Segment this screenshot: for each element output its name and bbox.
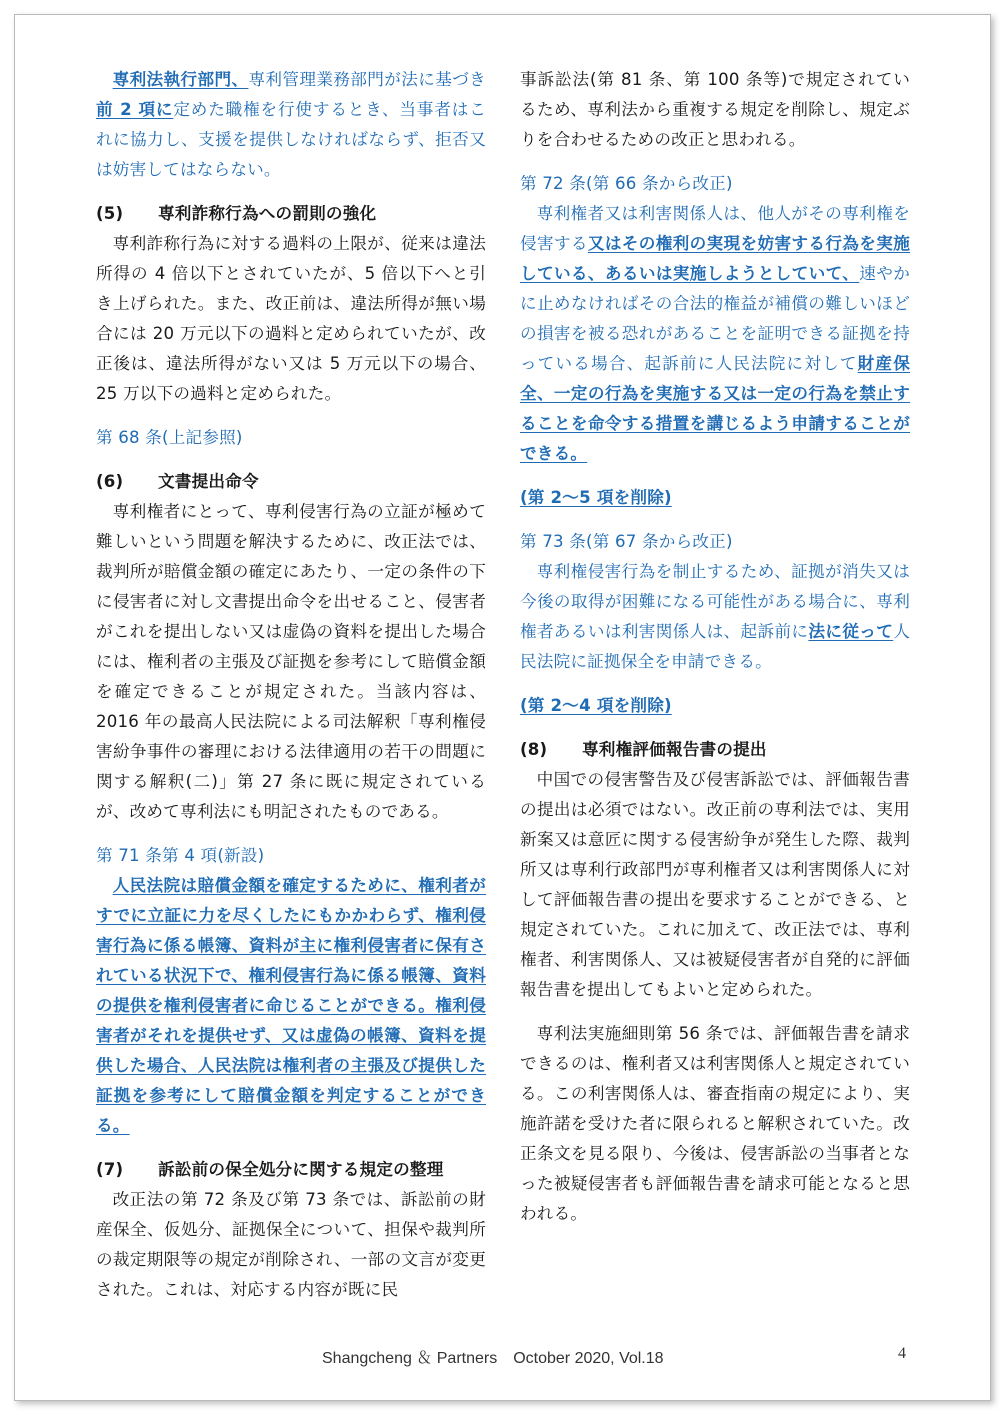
section-7-paragraph: 改正法の第 72 条及び第 73 条では、訴訟前の財産保全、仮処分、証拠保全について、担保や裁判所の裁定期限等の規定が削除され、一部の文言が変更された。これは、対応する内容が既に民 xyxy=(96,1190,486,1299)
inserted-text: 前 2 項に xyxy=(96,100,174,119)
inserted-text: 法に従って xyxy=(808,622,894,641)
section-6-paragraph: 専利権者にとって、専利侵害行為の立証が極めて難しいという問題を解決するために、改正法では、裁判所が賠償金額の確定にあたり、一定の条件の下に侵害者に対し文書提出命令を出せること、侵害者がこれを提出しない又は虚偽の資料を提出した場合には、権利者の主張及び証拠を参考にして賠償金額を確定できることが規定された。当該内容は、2016 年の最高人民法院による司法解釈「専利権侵害紛争事件の審理における法律適用の若干の問題に関する解釈(二)」第 27 条に既に規定されているが、改めて専利法にも明記されたものである。 xyxy=(96,502,486,821)
section-heading-6 xyxy=(96,467,486,497)
inserted-text: 財産保全、一定の行為を実施する又は一定の行為を禁止することを命令する措置を講じるよう申請することができる。 xyxy=(520,354,910,463)
body-text: 速やかに止めなければその合法的権益が補償の難しいほどの損害を被る恐れがあることを証明できる証拠を持っている場合、起訴前に人民法院に対して xyxy=(520,264,911,373)
body-text: 専利権侵害行為を制止するため、証拠が消失又は今後の取得が困難になる可能性がある場合に、専利権者あるいは利害関係人は、起訴前に xyxy=(520,562,910,641)
article-72-deletion-note: (第 2～5 項を削除) xyxy=(520,488,672,507)
right-column xyxy=(520,65,910,1229)
section-number: (8) xyxy=(520,740,548,759)
section-number: (6) xyxy=(96,472,124,491)
section-7-paragraph-continued: 事訴訟法(第 81 条、第 100 条等)で規定されているため、専利法から重複する規定を削除し、規定ぶりを合わせるための改正と思われる。 xyxy=(520,70,910,149)
article-70-paragraph xyxy=(96,65,486,185)
section-5-paragraph: 専利詐称行為に対する過料の上限が、従来は違法所得の 4 倍以下とされていたが、5 倍以下へと引き上げられた。また、改正前は、違法所得が無い場合には 20 万元以下の過料と定められていたが、改正後は、違法所得がない又は 5 万元以下の場合、25 万以下の過料と定められた。 xyxy=(96,234,486,403)
body-text: 専利管理業務部門が法に基づき xyxy=(248,70,486,89)
section-title: 専利権評価報告書の提出 xyxy=(582,740,767,759)
inserted-text: 又はその権利の実現を妨害する行為を実施している、あるいは実施しようとしていて、 xyxy=(520,234,910,283)
article-72-paragraph xyxy=(520,199,910,469)
page xyxy=(14,14,991,1401)
article-72-reference: 第 72 条(第 66 条から改正) xyxy=(520,174,733,193)
section-number: (5) xyxy=(96,204,124,223)
section-8-paragraph-1: 中国での侵害警告及び侵害訴訟では、評価報告書の提出は必須ではない。改正前の専利法では、実用新案又は意匠に関する侵害紛争が発生した際、裁判所又は専利行政部門が専利権者又は利害関係人に対して評価報告書の提出を要求することができる、と規定されていた。これに加えて、改正法では、専利権者、利害関係人、又は被疑侵害者が自発的に評価報告書を提出してもよいと定められた。 xyxy=(520,770,910,999)
section-heading-7 xyxy=(96,1155,486,1185)
page-number: 4 xyxy=(898,1345,906,1362)
body-text: 定めた職権を行使するとき、当事者はこれに協力し、支援を提供しなければならず、拒否又は妨害してはならない。 xyxy=(96,100,486,179)
section-title: 専利詐称行為への罰則の強化 xyxy=(158,204,377,223)
section-title: 訴訟前の保全処分に関する規定の整理 xyxy=(158,1160,444,1179)
body-text: 人民法院に証拠保全を申請できる。 xyxy=(520,622,911,671)
section-number: (7) xyxy=(96,1160,124,1179)
article-71-reference: 第 71 条第 4 項(新設) xyxy=(96,846,265,865)
article-73-paragraph xyxy=(520,557,910,677)
body-text: 専利権者又は利害関係人は、他人がその専利権を侵害する xyxy=(520,204,910,253)
section-title: 文書提出命令 xyxy=(158,472,259,491)
left-column xyxy=(96,65,486,1305)
inserted-text: 専利法執行部門、 xyxy=(112,70,249,89)
section-heading-5 xyxy=(96,199,486,229)
section-heading-8 xyxy=(520,735,910,765)
article-73-deletion-note: (第 2～4 項を削除) xyxy=(520,696,672,715)
footer-publication: Shangcheng ＆ Partners October 2020, Vol.18 xyxy=(322,1350,664,1367)
section-8-paragraph-2: 専利法実施細則第 56 条では、評価報告書を請求できるのは、権利者又は利害関係人と規定されている。この利害関係人は、審査指南の規定により、実施許諾を受けた者に限られると解釈されていた。改正条文を見る限り、今後は、侵害訴訟の当事者となった被疑侵害者も評価報告書を請求可能となると思われる。 xyxy=(520,1024,910,1223)
article-71-paragraph: 人民法院は賠償金額を確定するために、権利者がすでに立証に力を尽くしたにもかかわらず、権利侵害行為に係る帳簿、資料が主に権利侵害者に保有されている状況下で、権利侵害行為に係る帳簿、資料の提供を権利侵害者に命じることができる。権利侵害者がそれを提供せず、又は虚偽の帳簿、資料を提供した場合、人民法院は権利者の主張及び提供した証拠を参考にして賠償金額を判定することができる。 xyxy=(96,876,486,1135)
article-68-reference: 第 68 条(上記参照) xyxy=(96,428,243,447)
article-73-reference: 第 73 条(第 67 条から改正) xyxy=(520,532,733,551)
